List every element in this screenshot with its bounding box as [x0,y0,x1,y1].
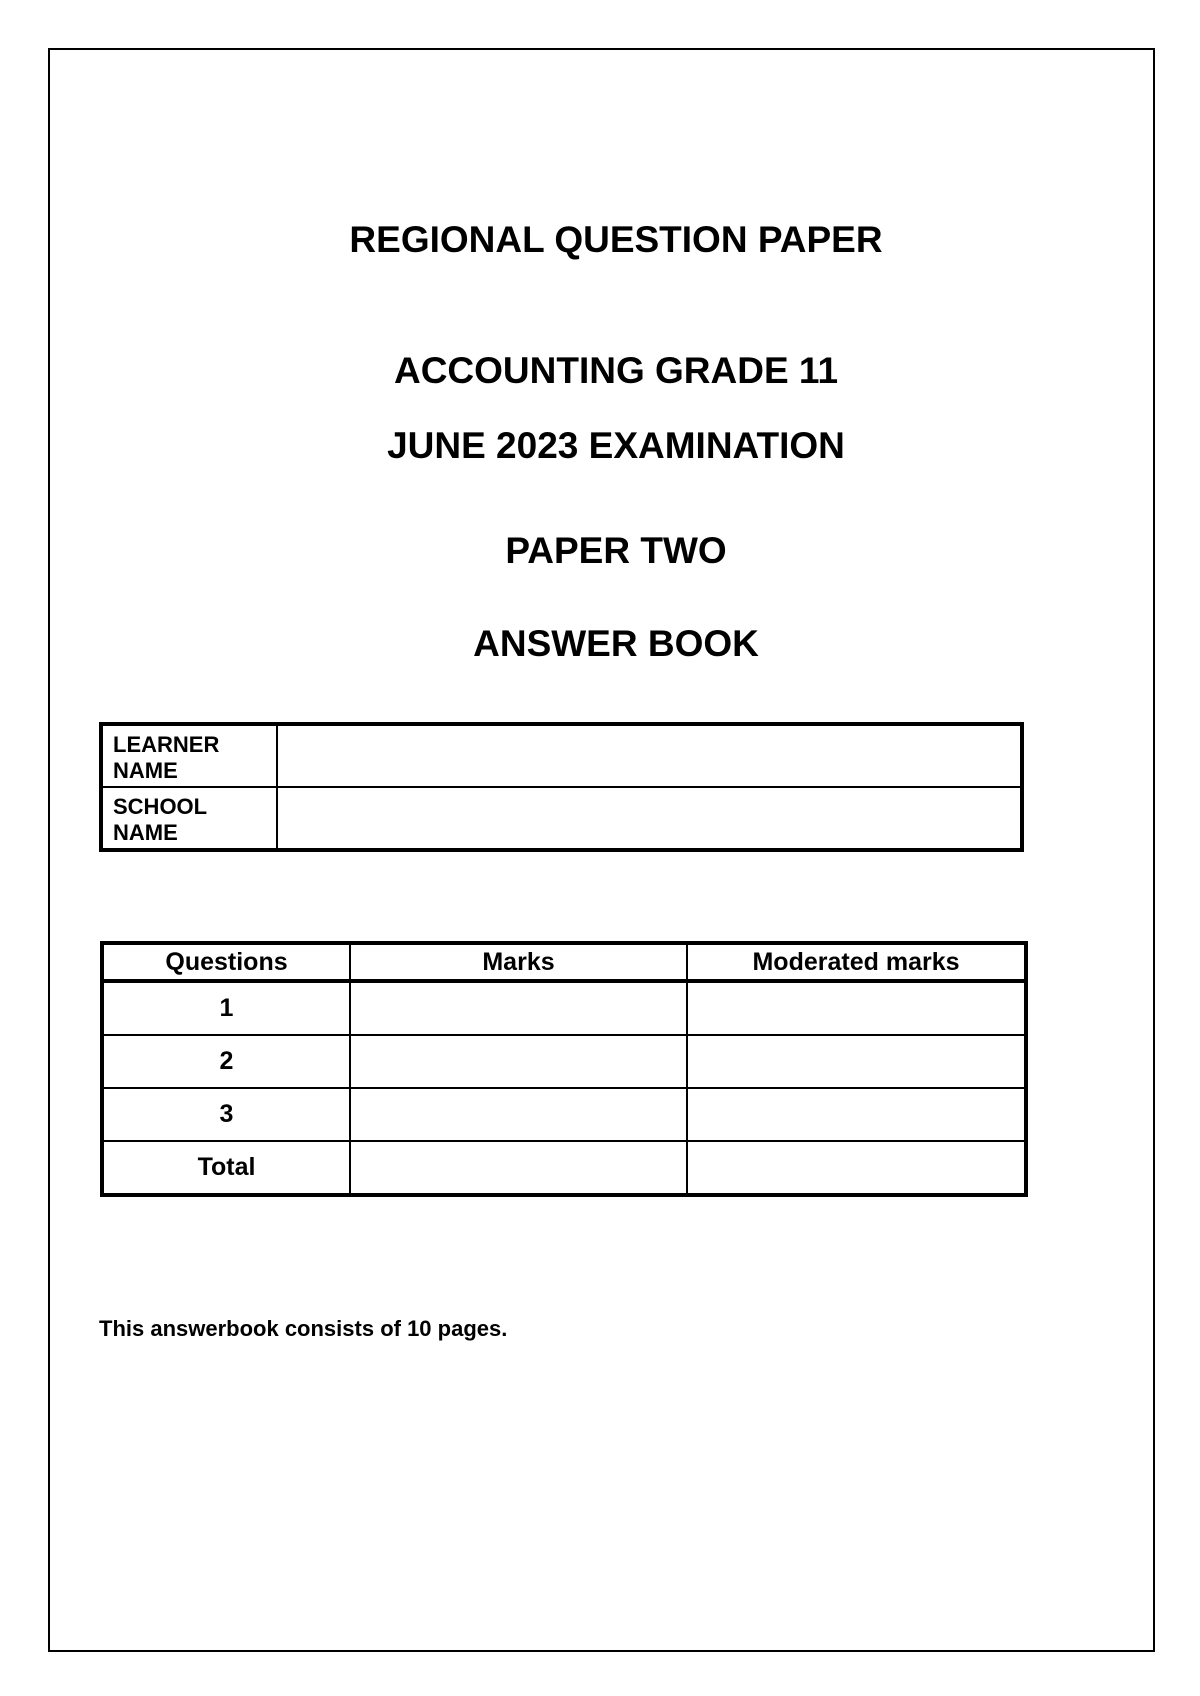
answer-book-heading: ANSWER BOOK [473,623,759,664]
moderated-marks-cell[interactable] [687,1088,1026,1141]
moderated-marks-column-header: Moderated marks [687,943,1026,981]
questions-column-header: Questions [102,943,350,981]
marks-cell[interactable] [350,1035,687,1088]
school-name-field[interactable] [277,787,1022,850]
total-marks-cell[interactable] [350,1141,687,1195]
learner-name-row [101,724,1022,787]
table-row [102,1088,1026,1141]
question-number-cell: 1 [102,981,350,1035]
marks-cell[interactable] [350,1088,687,1141]
question-number-cell: 3 [102,1088,350,1141]
total-row [102,1141,1026,1195]
page-count-note: This answerbook consists of 10 pages. [99,1316,508,1341]
learner-info-table [99,722,1024,852]
learner-name-label-line1: LEARNER [113,732,220,757]
total-label-cell: Total [102,1141,350,1195]
subject-heading: ACCOUNTING GRADE 11 [393,350,839,391]
paper-number-heading: PAPER TWO [505,530,727,571]
learner-name-field[interactable] [277,724,1022,787]
total-moderated-marks-cell[interactable] [687,1141,1026,1195]
marks-table-header-row [102,943,1026,981]
table-row [102,981,1026,1035]
school-name-row [101,787,1022,850]
marks-column-header: Marks [350,943,687,981]
paper-type-heading: REGIONAL QUESTION PAPER [349,219,883,260]
moderated-marks-cell[interactable] [687,981,1026,1035]
learner-name-label-line2: NAME [113,758,178,783]
school-name-label [101,787,277,850]
exam-session-heading: JUNE 2023 EXAMINATION [387,425,845,466]
marks-cell[interactable] [350,981,687,1035]
learner-name-label [101,724,277,787]
table-row [102,1035,1026,1088]
school-name-label-line1: SCHOOL [113,794,208,819]
moderated-marks-cell[interactable] [687,1035,1026,1088]
marks-table [100,941,1028,1197]
question-number-cell: 2 [102,1035,350,1088]
school-name-label-line2: NAME [113,820,178,845]
